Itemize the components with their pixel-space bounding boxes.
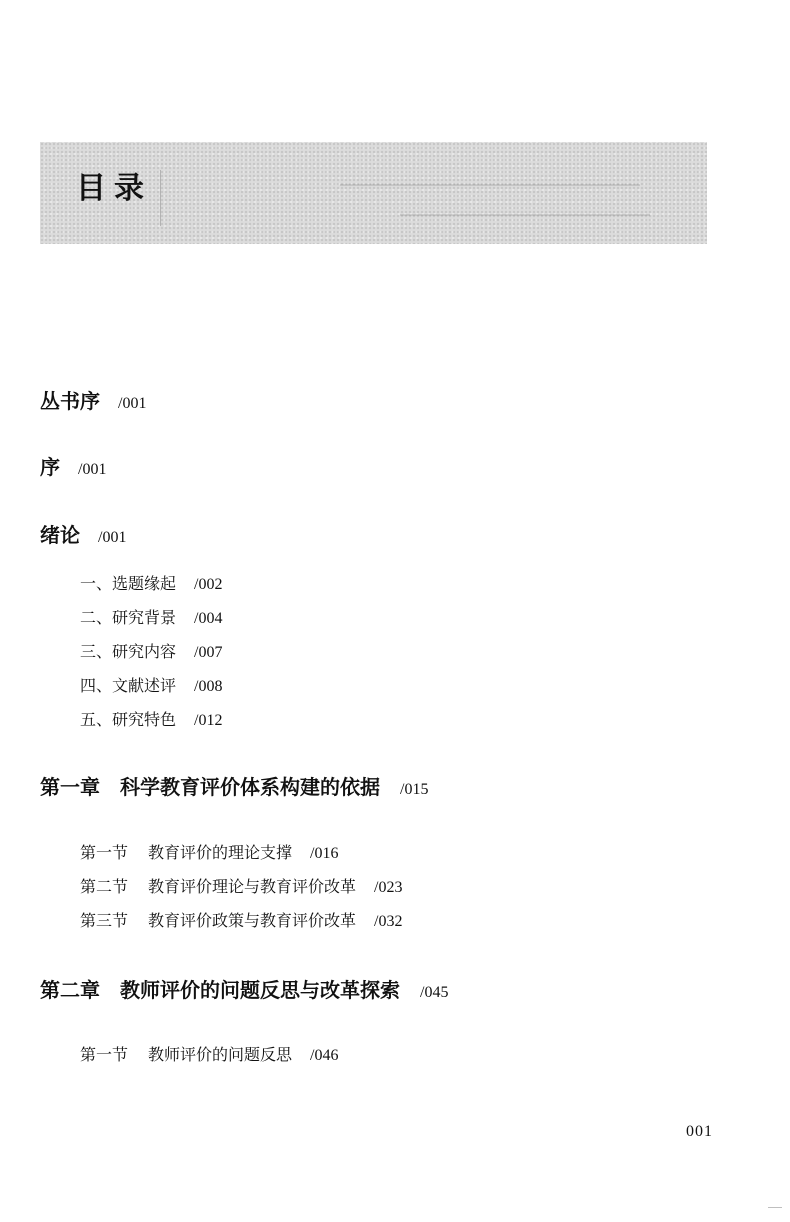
toc-entry-title: 序 <box>40 455 60 479</box>
page-number: 001 <box>686 1123 713 1140</box>
toc-section-ch1-2[interactable] <box>80 879 402 896</box>
toc-entry-page: /001 <box>78 461 107 478</box>
toc-chapter-title: 科学教育评价体系构建的依据 <box>120 775 380 799</box>
toc-section-page: /012 <box>194 712 223 729</box>
toc-chapter-label: 第二章 <box>40 978 100 1002</box>
toc-section-page: /016 <box>310 845 339 862</box>
toc-section-label: 第三节 <box>80 911 129 930</box>
toc-section-title: 四、文献述评 <box>80 676 177 695</box>
toc-entry-preface[interactable] <box>40 457 106 478</box>
toc-section-page: /007 <box>194 644 223 661</box>
toc-section-title: 教育评价理论与教育评价改革 <box>148 877 357 896</box>
toc-section-ch2-1[interactable] <box>80 1047 338 1064</box>
toc-section-ch1-1[interactable] <box>80 845 338 862</box>
toc-section-ch1-3[interactable] <box>80 913 402 930</box>
toc-entry-page: /001 <box>98 529 127 546</box>
toc-entry-title: 绪论 <box>40 523 80 547</box>
banner-divider <box>160 170 161 226</box>
toc-entry-introduction[interactable] <box>40 525 126 546</box>
toc-section-label: 第二节 <box>80 877 129 896</box>
toc-section-intro-3[interactable] <box>80 644 222 661</box>
toc-entry-preface-series[interactable] <box>40 391 146 412</box>
toc-section-intro-5[interactable] <box>80 712 222 729</box>
toc-section-page: /046 <box>310 1047 339 1064</box>
toc-section-title: 教育评价政策与教育评价改革 <box>148 911 357 930</box>
toc-chapter-title: 教师评价的问题反思与改革探索 <box>120 978 400 1002</box>
toc-entry-page: /001 <box>118 395 147 412</box>
toc-section-intro-2[interactable] <box>80 610 222 627</box>
toc-section-page: /002 <box>194 576 223 593</box>
toc-section-label: 第一节 <box>80 843 129 862</box>
toc-section-page: /008 <box>194 678 223 695</box>
toc-section-title: 三、研究内容 <box>80 642 177 661</box>
toc-section-intro-1[interactable] <box>80 576 222 593</box>
toc-entry-title: 丛书序 <box>40 389 100 413</box>
banner-texture-line <box>400 214 650 216</box>
toc-chapter-1[interactable] <box>40 777 428 798</box>
toc-chapter-page: /015 <box>400 781 429 798</box>
toc-section-title: 一、选题缘起 <box>80 574 177 593</box>
toc-section-page: /032 <box>374 913 403 930</box>
toc-section-title: 教育评价的理论支撑 <box>148 843 293 862</box>
banner-texture-line <box>340 184 640 186</box>
toc-section-title: 教师评价的问题反思 <box>148 1045 293 1064</box>
toc-section-title: 五、研究特色 <box>80 710 177 729</box>
toc-chapter-2[interactable] <box>40 980 448 1001</box>
page-title: 目录 <box>76 171 152 206</box>
toc-section-intro-4[interactable] <box>80 678 222 695</box>
scan-artifact <box>768 1207 782 1208</box>
toc-section-page: /004 <box>194 610 223 627</box>
toc-section-page: /023 <box>374 879 403 896</box>
toc-section-title: 二、研究背景 <box>80 608 177 627</box>
toc-section-label: 第一节 <box>80 1045 129 1064</box>
toc-chapter-label: 第一章 <box>40 775 100 799</box>
toc-chapter-page: /045 <box>420 984 449 1001</box>
